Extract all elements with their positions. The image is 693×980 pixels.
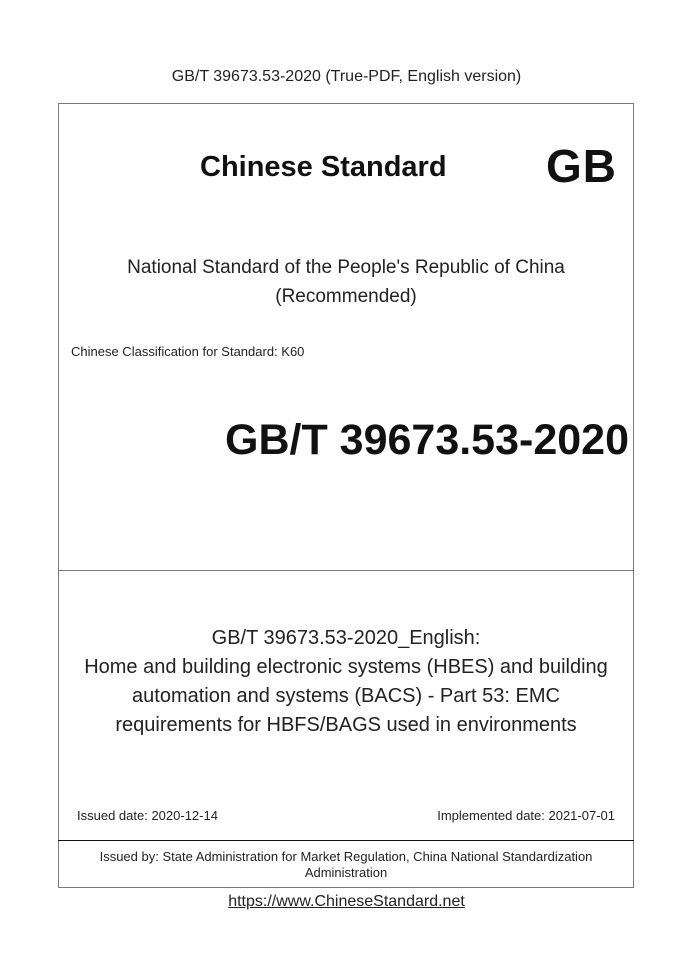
document-title-line: GB/T 39673.53-2020_English:: [211, 627, 481, 649]
gb-mark: GB: [546, 140, 617, 192]
issuer-box: [58, 840, 634, 888]
issuer-line: Administration: [304, 865, 388, 880]
cover-frame: [58, 103, 634, 888]
document-title-line: automation and systems (BACS) - Part 53: EMC: [132, 685, 560, 707]
document-title-line: Home and building electronic systems (HBES) and building: [84, 656, 608, 678]
national-standard-line: National Standard of the People's Republic of China: [127, 257, 565, 278]
implemented-date: Implemented date: 2021-07-01: [437, 808, 615, 823]
standard-number: GB/T 39673.53-2020: [225, 416, 629, 464]
classification-label: Chinese Classification for Standard: K60: [71, 344, 305, 359]
recommended-line: (Recommended): [275, 286, 417, 307]
issued-date: Issued date: 2020-12-14: [77, 808, 218, 823]
document-title: [58, 624, 634, 740]
website-link[interactable]: https://www.ChineseStandard.net: [228, 893, 465, 910]
standard-heading: Chinese Standard: [200, 151, 447, 183]
document-title-line: requirements for HBFS/BAGS used in environments: [115, 714, 577, 736]
document-header-title: GB/T 39673.53-2020 (True-PDF, English version): [171, 68, 522, 85]
section-divider: [59, 570, 633, 571]
issuer-line: Issued by: State Administration for Market Regulation, China National Standardization: [99, 849, 593, 864]
